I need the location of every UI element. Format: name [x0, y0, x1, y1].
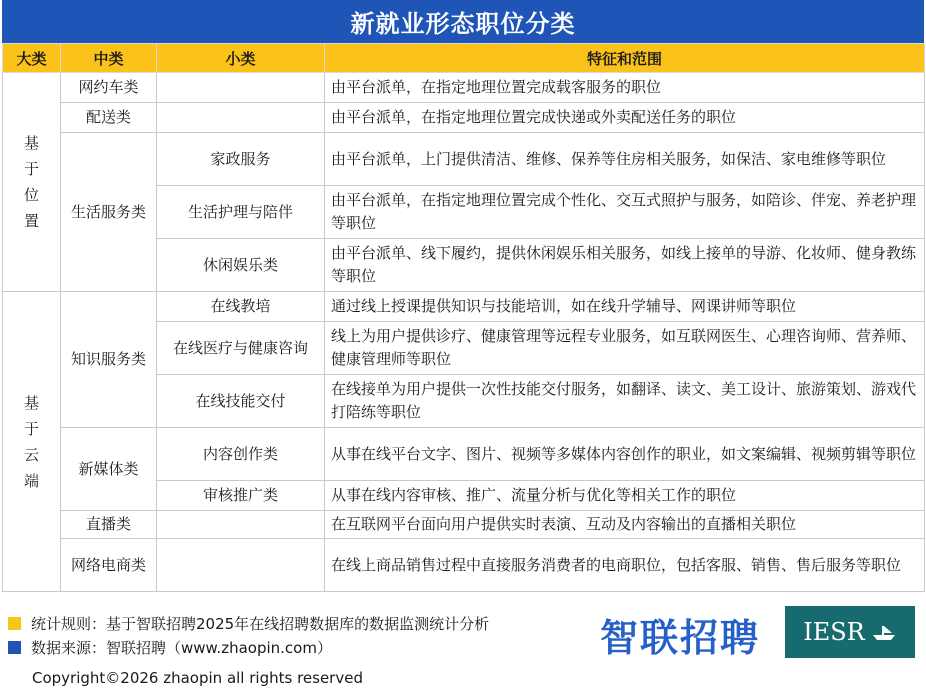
- blue-square-icon: [8, 641, 21, 654]
- iesr-logo: [785, 606, 915, 658]
- job-classification-table: [2, 43, 925, 592]
- rule-text: 统计规则：基于智联招聘2025年在线招聘数据库的数据监测统计分析: [31, 615, 490, 633]
- minor-cell: 生活护理与陪伴: [157, 186, 325, 239]
- middle-cell: 直播类: [61, 511, 157, 539]
- minor-cell: 休闲娱乐类: [157, 239, 325, 292]
- desc-cell: 在线接单为用户提供一次性技能交付服务，如翻译、读文、美工设计、旅游策划、游戏代打陪练等职位: [325, 375, 925, 428]
- minor-cell: 审核推广类: [157, 481, 325, 511]
- table-row: [3, 103, 925, 133]
- middle-cell: 网络电商类: [61, 539, 157, 592]
- iesr-text: IESR: [803, 618, 865, 646]
- legend-source: [8, 637, 332, 658]
- source-text: 数据来源：智联招聘（www.zhaopin.com）: [31, 639, 332, 657]
- desc-cell: 线上为用户提供诊疗、健康管理等远程专业服务，如互联网医生、心理咨询师、营养师、健康管理师等职位: [325, 322, 925, 375]
- table-row: [3, 133, 925, 186]
- major-cloud: 基于云端: [3, 292, 61, 592]
- table-title: 新就业形态职位分类: [2, 0, 924, 43]
- table-row: [3, 428, 925, 481]
- table-row: [3, 292, 925, 322]
- footer: [0, 603, 926, 691]
- desc-cell: 由平台派单，上门提供清洁、维修、保养等住房相关服务，如保洁、家电维修等职位: [325, 133, 925, 186]
- middle-cell: 网约车类: [61, 73, 157, 103]
- desc-cell: 由平台派单，在指定地理位置完成载客服务的职位: [325, 73, 925, 103]
- minor-cell: 在线医疗与健康咨询: [157, 322, 325, 375]
- minor-cell: 内容创作类: [157, 428, 325, 481]
- table-row: [3, 73, 925, 103]
- major-location: 基于位置: [3, 73, 61, 292]
- yellow-square-icon: [8, 617, 21, 630]
- minor-cell: [157, 103, 325, 133]
- minor-cell: 家政服务: [157, 133, 325, 186]
- minor-cell: [157, 511, 325, 539]
- minor-cell: 在线教培: [157, 292, 325, 322]
- legend-rule: [8, 613, 489, 634]
- header-major: 大类: [3, 44, 61, 73]
- zhaopin-logo: 智联招聘: [600, 616, 761, 660]
- minor-cell: [157, 73, 325, 103]
- desc-cell: 在互联网平台面向用户提供实时表演、互动及内容输出的直播相关职位: [325, 511, 925, 539]
- desc-cell: 从事在线平台文字、图片、视频等多媒体内容创作的职业，如文案编辑、视频剪辑等职位: [325, 428, 925, 481]
- minor-cell: 在线技能交付: [157, 375, 325, 428]
- table-row: [3, 511, 925, 539]
- middle-cell: 新媒体类: [61, 428, 157, 511]
- middle-cell: 配送类: [61, 103, 157, 133]
- minor-cell: [157, 539, 325, 592]
- middle-cell: 知识服务类: [61, 292, 157, 428]
- header-minor: 小类: [157, 44, 325, 73]
- header-row: [3, 44, 925, 73]
- desc-cell: 通过线上授课提供知识与技能培训，如在线升学辅导、网课讲师等职位: [325, 292, 925, 322]
- desc-cell: 由平台派单、线下履约，提供休闲娱乐相关服务，如线上接单的导游、化妆师、健身教练等职位: [325, 239, 925, 292]
- desc-cell: 由平台派单，在指定地理位置完成快递或外卖配送任务的职位: [325, 103, 925, 133]
- desc-cell: 由平台派单，在指定地理位置完成个性化、交互式照护与服务，如陪诊、伴宠、养老护理等职位: [325, 186, 925, 239]
- desc-cell: 从事在线内容审核、推广、流量分析与优化等相关工作的职位: [325, 481, 925, 511]
- table-row: [3, 539, 925, 592]
- header-middle: 中类: [61, 44, 157, 73]
- middle-cell: 生活服务类: [61, 133, 157, 292]
- header-desc: 特征和范围: [325, 44, 925, 73]
- ship-icon: [871, 623, 897, 641]
- copyright: Copyright©2026 zhaopin all rights reserved: [32, 669, 363, 687]
- desc-cell: 在线上商品销售过程中直接服务消费者的电商职位，包括客服、销售、售后服务等职位: [325, 539, 925, 592]
